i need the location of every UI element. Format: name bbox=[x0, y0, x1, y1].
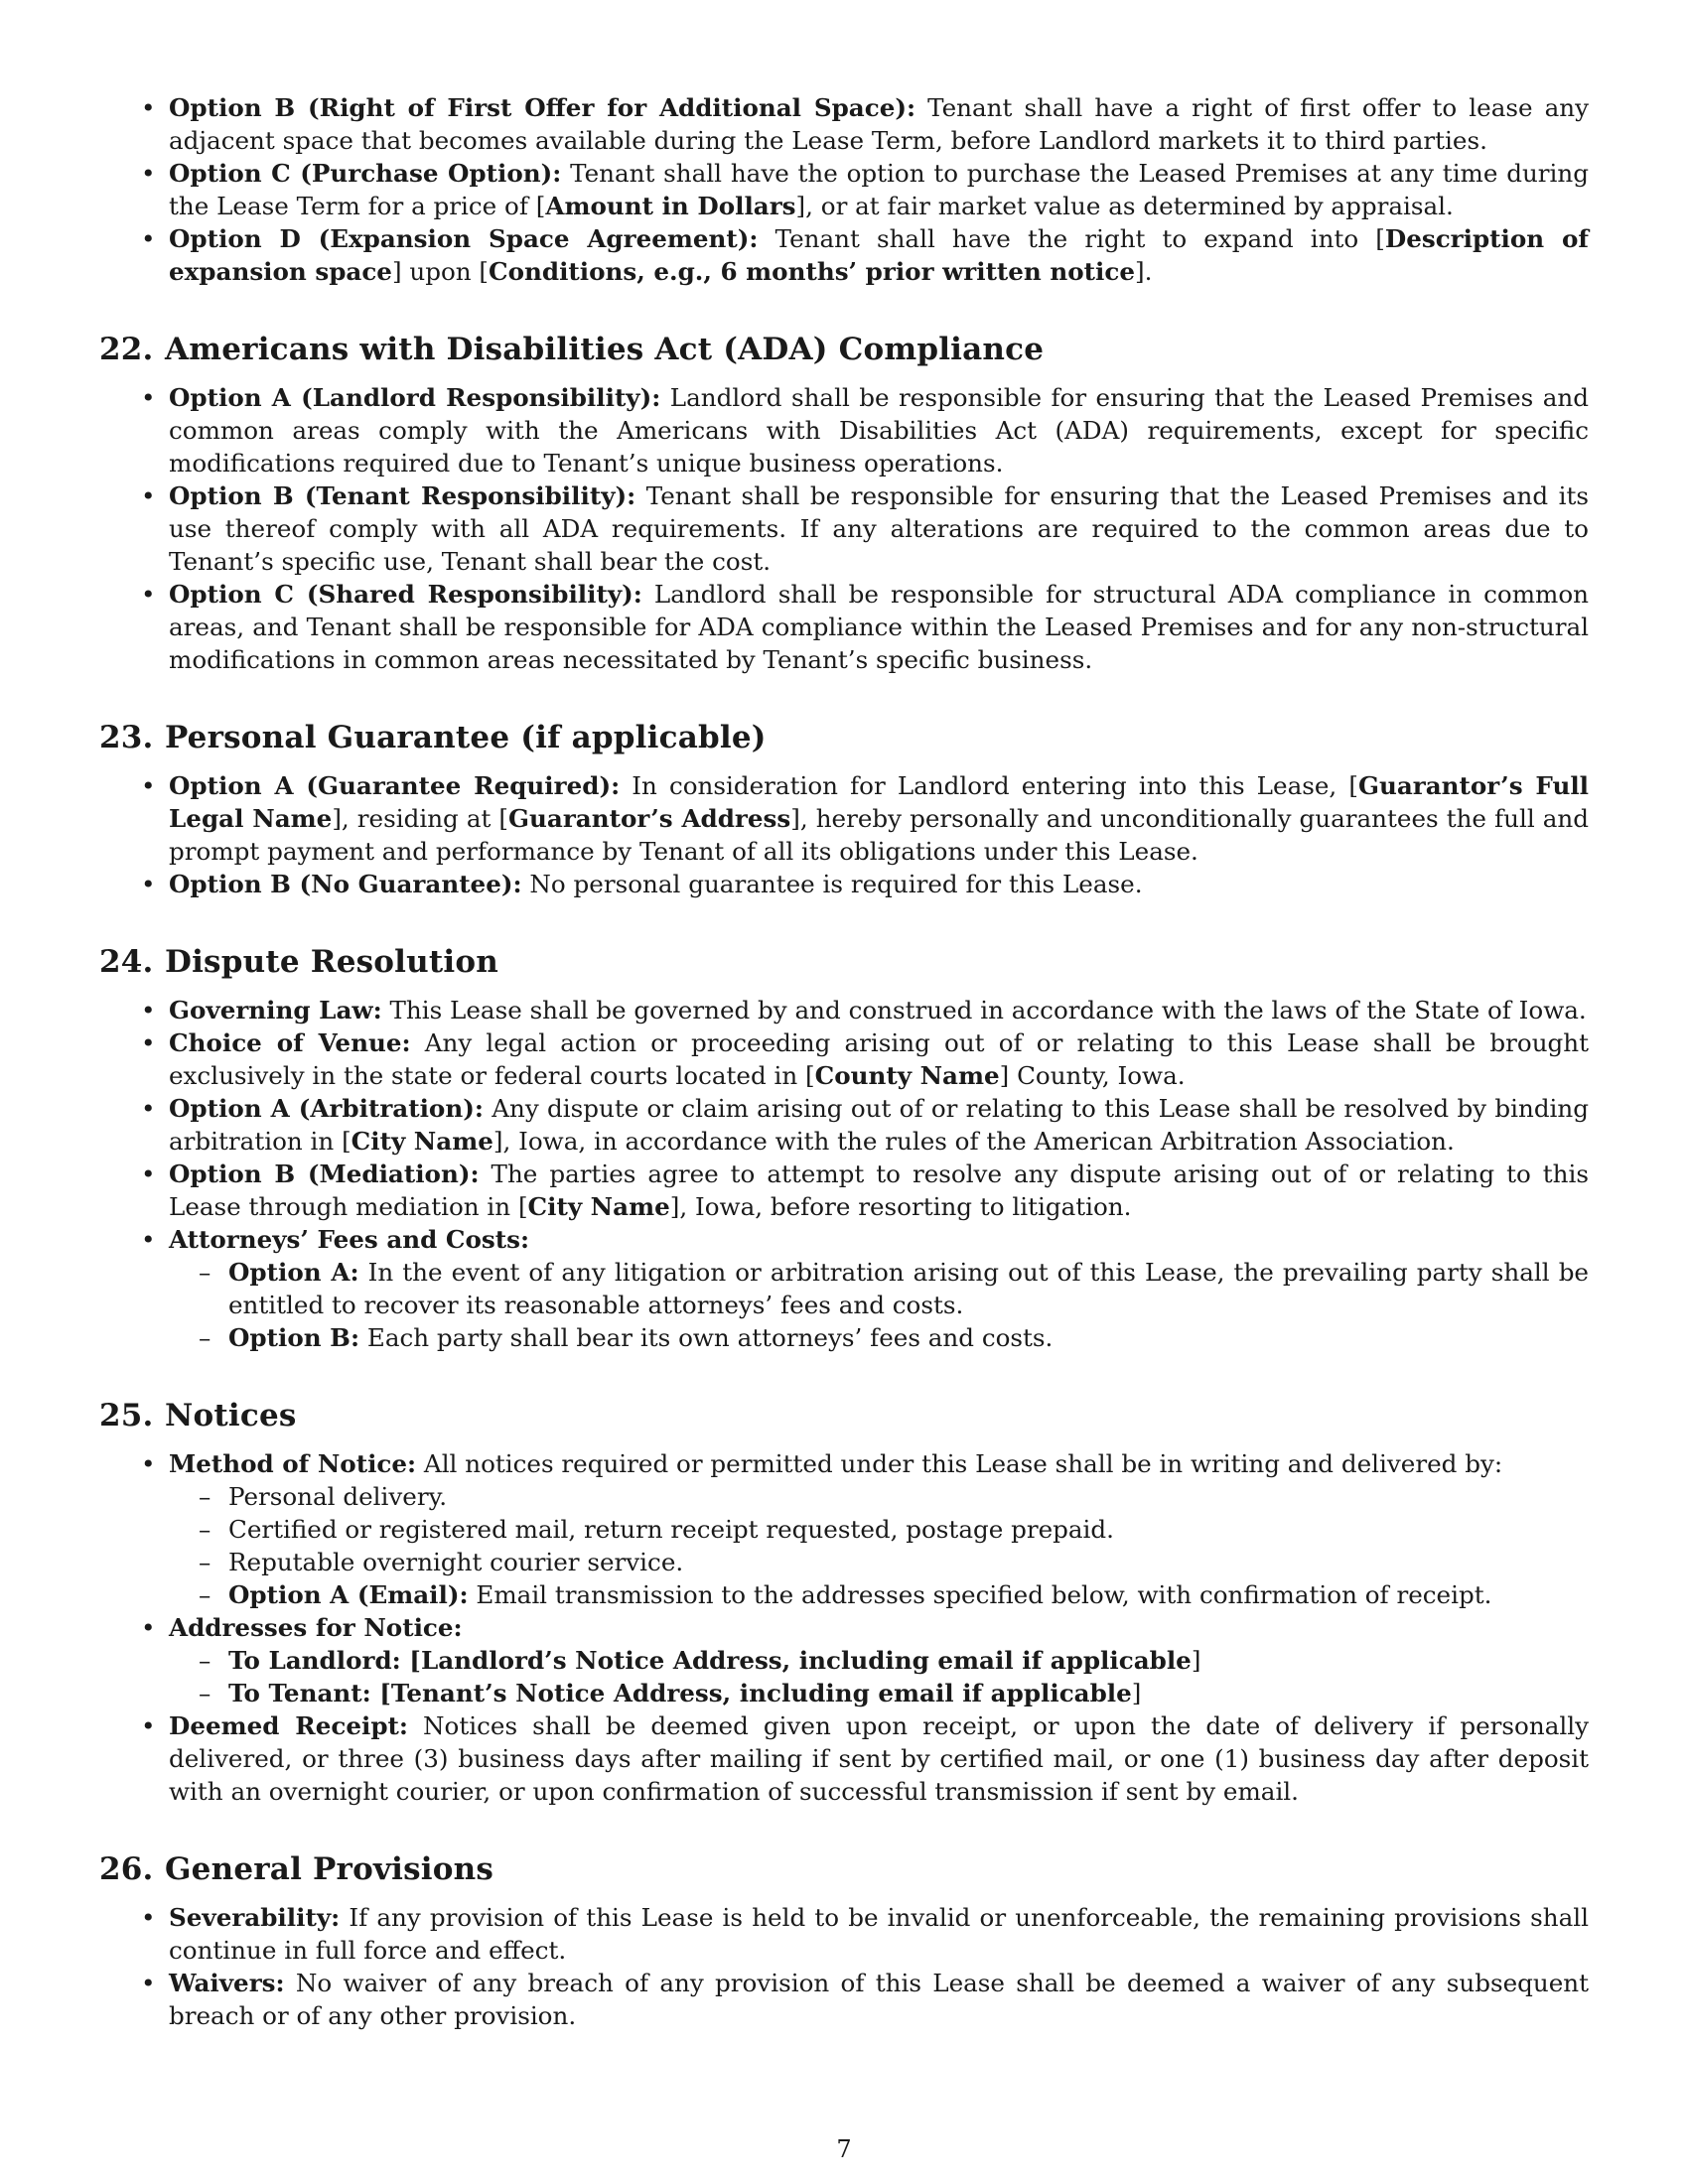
option-list bbox=[99, 381, 1589, 676]
list-item: • Option A (Guarantee Required): In consideration for Landlord entering into this Lease, [Guarantor’s Full Legal Name], residing at [Guarantor’s Address], hereby personally and unconditionally guarantees the full and prompt payment and performance by Tenant of all its obligations under this Lease. bbox=[169, 769, 1589, 868]
list-item: • Governing Law: This Lease shall be governed by and construed in accordance with the laws of the State of Iowa. bbox=[169, 994, 1589, 1026]
sub-option-list bbox=[169, 1256, 1589, 1354]
option-list bbox=[99, 994, 1589, 1354]
list-item: • Method of Notice: All notices required or permitted under this Lease shall be in writing and delivered by: – Personal delivery. – Certified or registered mail, return receipt requested, postage prepaid. – Reputable overnight courier service. – Option A (Email): Email transmission to the addresses specified below, with confirmation of receipt. bbox=[169, 1447, 1589, 1611]
sub-list-item: – Option B: Each party shall bear its own attorneys’ fees and costs. bbox=[228, 1321, 1589, 1354]
list-item: • Option A (Landlord Responsibility): Landlord shall be responsible for ensuring that the Leased Premises and common areas comply with the Americans with Disabilities Act (ADA) requirements, except for specific modifications required due to Tenant’s unique business operations. bbox=[169, 381, 1589, 479]
sub-list-item: – Personal delivery. bbox=[228, 1480, 1589, 1513]
sub-list-item: – To Landlord: [Landlord’s Notice Address, including email if applicable] bbox=[228, 1644, 1589, 1677]
placeholder-field: County Name bbox=[814, 1061, 1000, 1090]
list-item: • Option D (Expansion Space Agreement): Tenant shall have the right to expand into [Description of expansion space] upon [Conditions, e.g., 6 months’ prior written notice]. bbox=[169, 222, 1589, 288]
option-list bbox=[99, 769, 1589, 900]
section-22-ada bbox=[99, 330, 1589, 676]
placeholder-field: City Name bbox=[351, 1127, 493, 1156]
sub-list-item: – Certified or registered mail, return receipt requested, postage prepaid. bbox=[228, 1513, 1589, 1546]
list-item: • Addresses for Notice: – To Landlord: [Landlord’s Notice Address, including email if applicable] – To Tenant: [Tenant’s Notice Address, including email if applicable] bbox=[169, 1611, 1589, 1709]
placeholder-field: Landlord’s Notice Address, including email if applicable bbox=[420, 1646, 1192, 1675]
option-list bbox=[99, 91, 1589, 288]
section-heading: 26. General Provisions bbox=[99, 1851, 494, 1887]
list-item: • Choice of Venue: Any legal action or proceeding arising out of or relating to this Lease shall be brought exclusively in the state or federal courts located in [County Name] County, Iowa. bbox=[169, 1026, 1589, 1092]
placeholder-field: City Name bbox=[527, 1192, 670, 1221]
sub-list-item: – Reputable overnight courier service. bbox=[228, 1546, 1589, 1578]
section-heading: 23. Personal Guarantee (if applicable) bbox=[99, 720, 767, 755]
document-page bbox=[99, 91, 1589, 2032]
placeholder-field: Tenant’s Notice Address, including email if applicable bbox=[390, 1679, 1132, 1707]
placeholder-field: Description of expansion space bbox=[169, 224, 1589, 286]
list-item: • Deemed Receipt: Notices shall be deemed given upon receipt, or upon the date of delivery if personally delivered, or three (3) business days after mailing if sent by certified mail, or one (1) business day after deposit with an overnight courier, or upon confirmation of successful transmission if sent by email. bbox=[169, 1709, 1589, 1808]
option-list bbox=[99, 1447, 1589, 1808]
list-item: • Option C (Purchase Option): Tenant shall have the option to purchase the Leased Premises at any time during the Lease Term for a price of [Amount in Dollars], or at fair market value as determined by appraisal. bbox=[169, 157, 1589, 222]
expansion-options-continuation bbox=[99, 91, 1589, 288]
sub-option-list bbox=[169, 1480, 1589, 1611]
list-item: • Option C (Shared Responsibility): Landlord shall be responsible for structural ADA compliance in common areas, and Tenant shall be responsible for ADA compliance within the Leased Premises and for any non-structural modifications in common areas necessitated by Tenant’s specific business. bbox=[169, 578, 1589, 676]
option-list bbox=[99, 1901, 1589, 2032]
list-item: • Severability: If any provision of this Lease is held to be invalid or unenforceable, the remaining provisions shall continue in full force and effect. bbox=[169, 1901, 1589, 1967]
placeholder-field: Guarantor’s Full Legal Name bbox=[169, 771, 1590, 833]
sub-list-item: – Option A: In the event of any litigation or arbitration arising out of this Lease, the prevailing party shall be entitled to recover its reasonable attorneys’ fees and costs. bbox=[228, 1256, 1589, 1321]
sub-list-item: – To Tenant: [Tenant’s Notice Address, including email if applicable] bbox=[228, 1677, 1589, 1709]
section-25-notices bbox=[99, 1396, 1589, 1808]
section-heading: 25. Notices bbox=[99, 1398, 297, 1433]
list-item: • Option B (Right of First Offer for Additional Space): Tenant shall have a right of first offer to lease any adjacent space that becomes available during the Lease Term, before Landlord markets it to third parties. bbox=[169, 91, 1589, 157]
sub-list-item: – Option A (Email): Email transmission to the addresses specified below, with confirmation of receipt. bbox=[228, 1578, 1589, 1611]
section-23-guarantee bbox=[99, 718, 1589, 900]
list-item: • Option A (Arbitration): Any dispute or claim arising out of or relating to this Lease shall be resolved by binding arbitration in [City Name], Iowa, in accordance with the rules of the American Arbitration Association. bbox=[169, 1092, 1589, 1158]
sub-option-list bbox=[169, 1644, 1589, 1709]
placeholder-field: Amount in Dollars bbox=[545, 192, 796, 220]
placeholder-field: Guarantor’s Address bbox=[508, 804, 791, 833]
list-item: • Waivers: No waiver of any breach of any provision of this Lease shall be deemed a waiver of any subsequent breach or of any other provision. bbox=[169, 1967, 1589, 2032]
section-heading: 24. Dispute Resolution bbox=[99, 944, 499, 980]
section-24-dispute-resolution bbox=[99, 942, 1589, 1354]
list-item: • Option B (Mediation): The parties agree to attempt to resolve any dispute arising out of or relating to this Lease through mediation in [City Name], Iowa, before resorting to litigation. bbox=[169, 1158, 1589, 1223]
placeholder-field: Conditions, e.g., 6 months’ prior written notice bbox=[489, 257, 1135, 286]
section-heading: 22. Americans with Disabilities Act (ADA) Compliance bbox=[99, 332, 1045, 367]
list-item: • Option B (Tenant Responsibility): Tenant shall be responsible for ensuring that the Leased Premises and its use thereof comply with all ADA requirements. If any alterations are required to the common areas due to Tenant’s specific use, Tenant shall bear the cost. bbox=[169, 479, 1589, 578]
list-item: • Attorneys’ Fees and Costs: – Option A: In the event of any litigation or arbitration arising out of this Lease, the prevailing party shall be entitled to recover its reasonable attorneys’ fees and costs. – Option B: Each party shall bear its own attorneys’ fees and costs. bbox=[169, 1223, 1589, 1354]
section-26-general-provisions bbox=[99, 1849, 1589, 2032]
list-item: • Option B (No Guarantee): No personal guarantee is required for this Lease. bbox=[169, 868, 1589, 900]
page-number: 7 bbox=[836, 2135, 852, 2163]
